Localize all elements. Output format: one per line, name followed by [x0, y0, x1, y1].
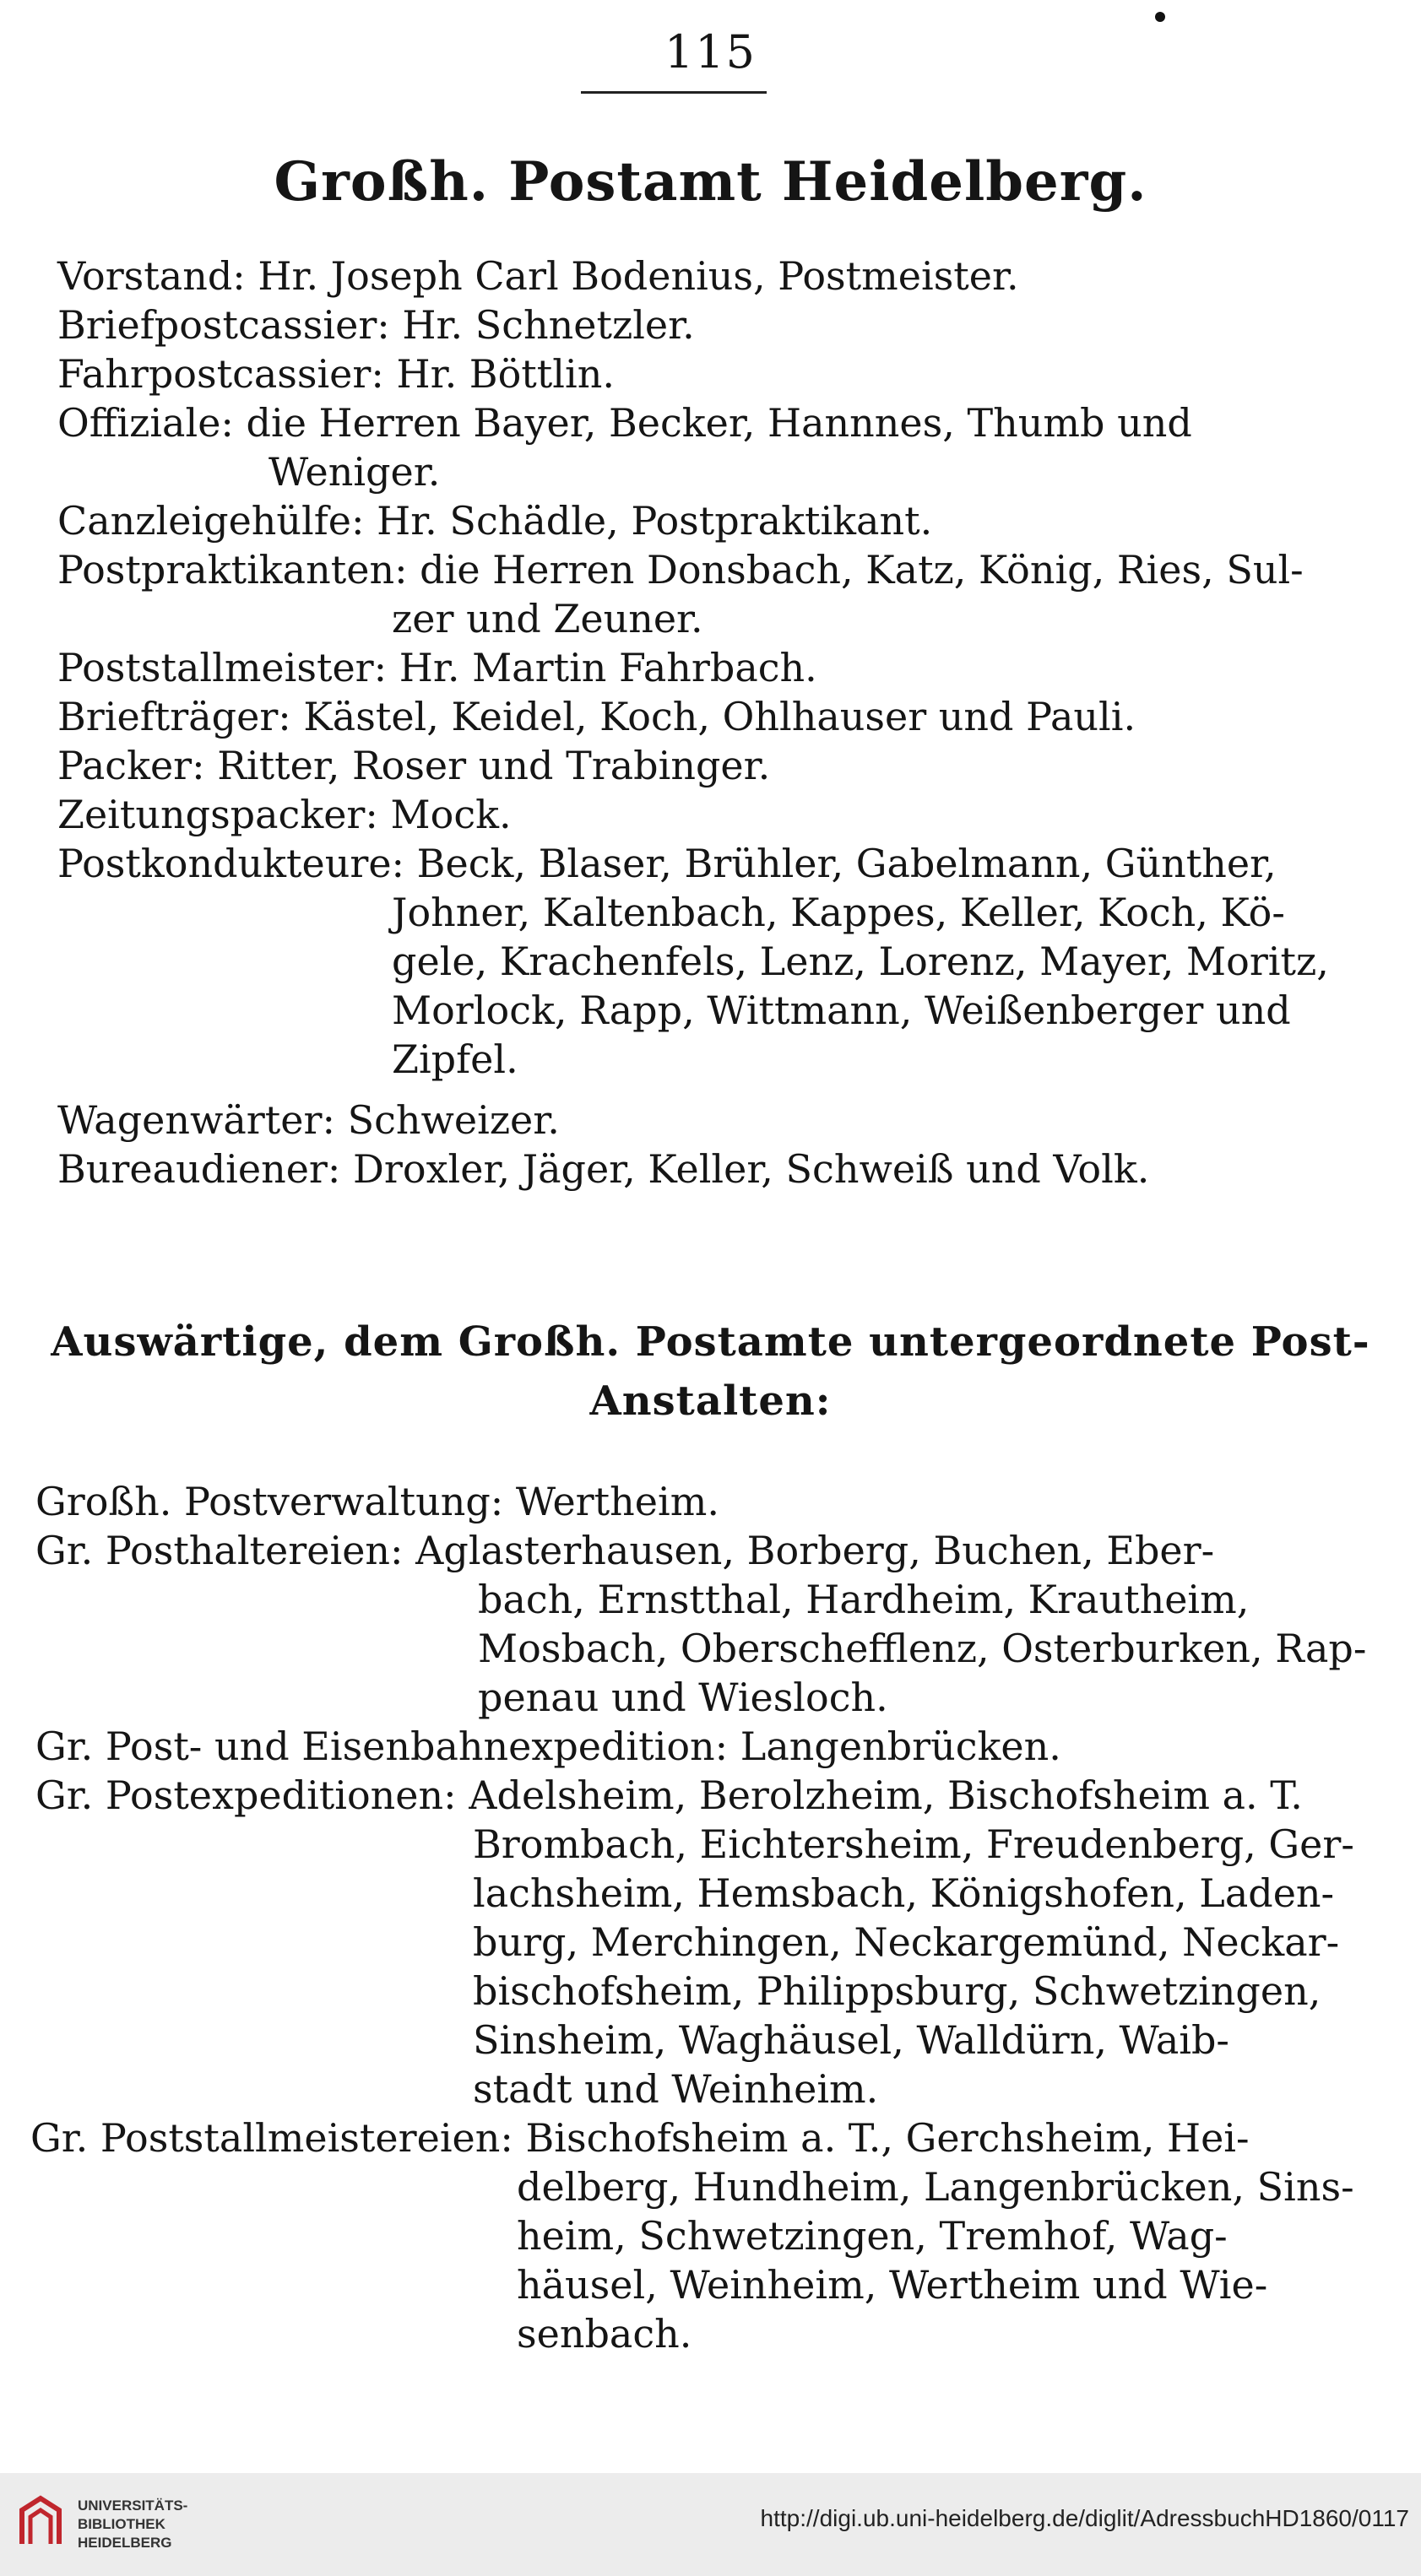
- staff-entry: Packer: Ritter, Roser und Trabinger.: [57, 743, 771, 788]
- office-entry-continuation: Sinsheim, Waghäusel, Walldürn, Waib-: [473, 2017, 1229, 2063]
- office-entry-continuation: heim, Schwetzingen, Tremhof, Wag-: [517, 2213, 1228, 2259]
- staff-entry-continuation: Weniger.: [268, 449, 441, 495]
- office-entry-continuation: lachsheim, Hemsbach, Königshofen, Laden-: [473, 1870, 1335, 1916]
- office-entry-continuation: senbach.: [517, 2311, 692, 2357]
- staff-entry-continuation: Johner, Kaltenbach, Kappes, Keller, Koch, Kö-: [392, 890, 1285, 935]
- office-entry-continuation: Brombach, Eichtersheim, Freudenberg, Ger-: [473, 1821, 1354, 1867]
- office-entry: Gr. Post- und Eisenbahnexpedition: Langenbrücken.: [35, 1724, 1061, 1769]
- ink-dot: [1155, 12, 1165, 22]
- staff-entry: Vorstand: Hr. Joseph Carl Bodenius, Postmeister.: [57, 253, 1019, 299]
- staff-entry: Poststallmeister: Hr. Martin Fahrbach.: [57, 645, 817, 690]
- page-number-rule: [581, 91, 767, 94]
- office-entry-continuation: Mosbach, Oberschefflenz, Osterburken, Rap-: [478, 1626, 1367, 1671]
- staff-entry-continuation: Morlock, Rapp, Wittmann, Weißenberger und: [392, 988, 1291, 1033]
- staff-entry-continuation: Zipfel.: [392, 1036, 518, 1082]
- office-entry-continuation: häusel, Weinheim, Wertheim und Wie-: [517, 2262, 1268, 2308]
- office-entry-continuation: burg, Merchingen, Neckargemünd, Neckar-: [473, 1919, 1340, 1965]
- office-entry: Gr. Poststallmeistereien: Bischofsheim a. T., Gerchsheim, Hei-: [30, 2115, 1250, 2161]
- office-entry: Großh. Postverwaltung: Wertheim.: [35, 1479, 719, 1524]
- section-title: Großh. Postamt Heidelberg.: [274, 150, 1147, 214]
- staff-entry-continuation: gele, Krachenfels, Lenz, Lorenz, Mayer, Moritz,: [392, 939, 1329, 984]
- source-url[interactable]: http://digi.ub.uni-heidelberg.de/diglit/AdressbuchHD1860/0117: [760, 2505, 1409, 2531]
- staff-entry: Briefträger: Kästel, Keidel, Koch, Ohlhauser und Pauli.: [57, 694, 1136, 739]
- office-entry-continuation: bach, Ernstthal, Hardheim, Krautheim,: [478, 1577, 1250, 1622]
- footer-bar: [0, 2473, 1421, 2576]
- staff-entry: Postpraktikanten: die Herren Donsbach, Katz, König, Ries, Sul-: [57, 547, 1304, 593]
- staff-entry: Fahrpostcassier: Hr. Böttlin.: [57, 351, 615, 397]
- office-entry-continuation: penau und Wiesloch.: [478, 1675, 888, 1720]
- staff-entry: Briefpostcassier: Hr. Schnetzler.: [57, 302, 695, 348]
- library-logo-icon: [15, 2492, 66, 2552]
- staff-entry: Canzleigehülfe: Hr. Schädle, Postpraktikant.: [57, 498, 933, 544]
- staff-entry: Postkondukteure: Beck, Blaser, Brühler, Gabelmann, Günther,: [57, 841, 1277, 886]
- section-subtitle: Auswärtige, dem Großh. Postamte untergeordnete Post-: [51, 1318, 1370, 1366]
- office-entry-continuation: bischofsheim, Philippsburg, Schwetzingen,: [473, 1968, 1321, 2014]
- office-entry-continuation: delberg, Hundheim, Langenbrücken, Sins-: [517, 2164, 1354, 2210]
- library-logo-text: UNIVERSITÄTS- BIBLIOTHEK HEIDELBERG: [78, 2498, 188, 2551]
- page-number: 115: [664, 25, 757, 78]
- section-subtitle: Anstalten:: [589, 1377, 832, 1425]
- staff-entry: Offiziale: die Herren Bayer, Becker, Hannnes, Thumb und: [57, 400, 1192, 446]
- staff-entry: Wagenwärter: Schweizer.: [57, 1097, 560, 1143]
- office-entry: Gr. Posthaltereien: Aglasterhausen, Borberg, Buchen, Eber-: [35, 1528, 1215, 1573]
- staff-entry-continuation: zer und Zeuner.: [392, 596, 703, 641]
- office-entry: Gr. Postexpeditionen: Adelsheim, Berolzheim, Bischofsheim a. T.: [35, 1772, 1303, 1818]
- office-entry-continuation: stadt und Weinheim.: [473, 2066, 879, 2112]
- staff-entry: Bureaudiener: Droxler, Jäger, Keller, Schweiß und Volk.: [57, 1146, 1150, 1192]
- staff-entry: Zeitungspacker: Mock.: [57, 792, 512, 837]
